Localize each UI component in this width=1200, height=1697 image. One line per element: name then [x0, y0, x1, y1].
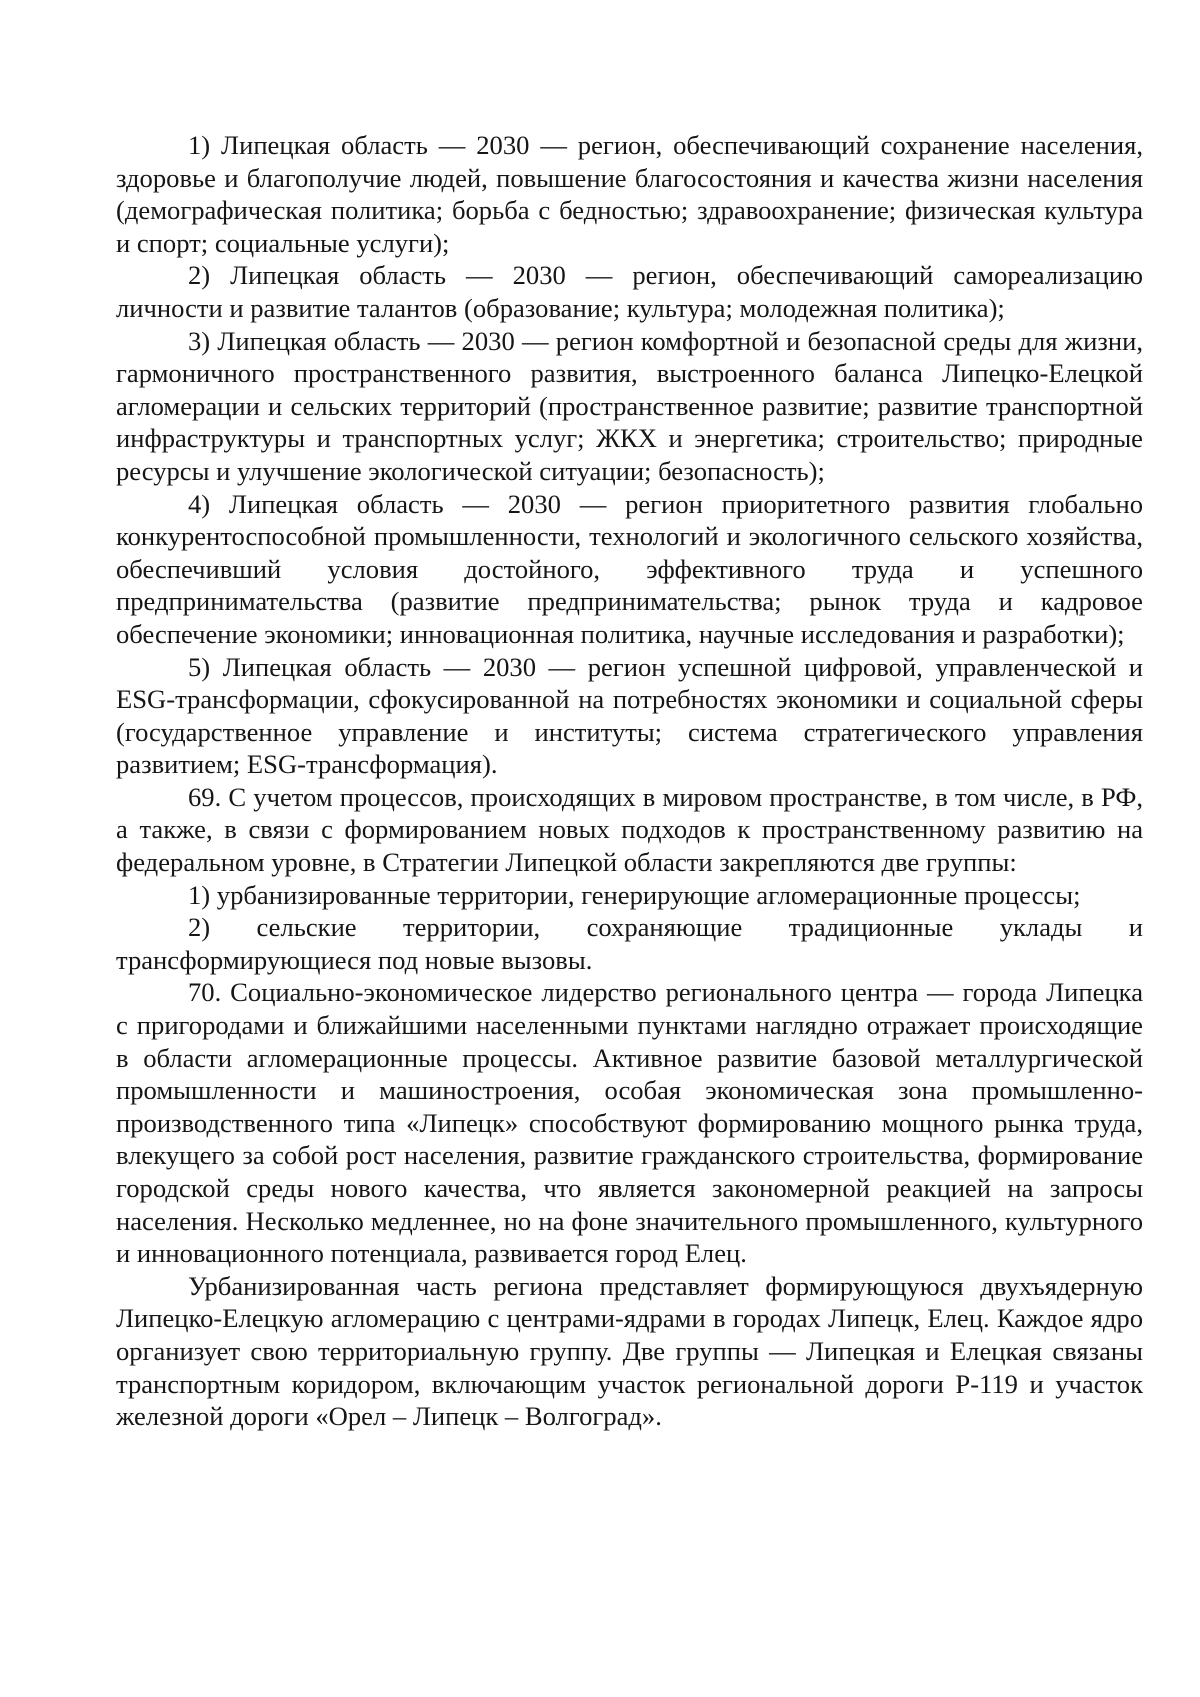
- paragraph-group-1: 1) урбанизированные территории, генерирующие агломерационные процессы;: [188, 879, 1081, 910]
- paragraph-goal-2: 2) Липецкая область — 2030 — регион, обеспечивающий самореализацию личности и развитие талантов (образование; культура; молодежная политика);: [116, 260, 1143, 323]
- paragraph-70: 70. Социально-экономическое лидерство регионального центра — города Липецка с пригородами и ближайшими населенными пунктами наглядно отражает происходящие в области агломерационные процессы. Активное развитие базовой металлургической промышленности и машиностроения, особая экономическая зона промышленно-производственного типа «Липецк» способствуют формированию мощного рынка труда, влекущего за собой рост населения, развитие гражданского строительства, формирование городской среды нового качества, что является закономерной реакцией на запросы населения. Несколько медленнее, но на фоне значительного промышленного, культурного и инновационного потенциала, развивается город Елец.: [116, 977, 1143, 1269]
- paragraph-69: 69. С учетом процессов, происходящих в мировом пространстве, в том числе, в РФ, а также, в связи с формированием новых подходов к пространственному развитию на федеральном уровне, в Стратегии Липецкой области закрепляются две группы:: [116, 781, 1143, 878]
- paragraph-goal-5: 5) Липецкая область — 2030 — регион успешной цифровой, управленческой и ESG-трансформации, сфокусированной на потребностях экономики и социальной сферы (государственное управление и институты; система стратегического управления развитием; ESG-трансформация).: [116, 651, 1143, 780]
- paragraph-goal-1: 1) Липецкая область — 2030 — регион, обеспечивающий сохранение населения, здоровье и благополучие людей, повышение благосостояния и качества жизни населения (демографическая политика; борьба с бедностью; здравоохранение; физическая культура и спорт; социальные услуги);: [116, 130, 1143, 258]
- paragraph-goal-3: 3) Липецкая область — 2030 — регион комфортной и безопасной среды для жизни, гармоничного пространственного развития, выстроенного баланса Липецко-Елецкой агломерации и сельских территорий (пространственное развитие; развитие транспортной инфраструктуры и транспортных услуг; ЖКХ и энергетика; строительство; природные ресурсы и улучшение экологической ситуации; безопасность);: [116, 325, 1143, 486]
- paragraph-goal-4: 4) Липецкая область — 2030 — регион приоритетного развития глобально конкурентоспособной промышленности, технологий и экологичного сельского хозяйства, обеспечивший условия достойного, эффективного труда и успешного предпринимательства (развитие предпринимательства; рынок труда и кадровое обеспечение экономики; инновационная политика, научные исследования и разработки);: [116, 488, 1143, 649]
- paragraph-group-2: 2) сельские территории, сохраняющие традиционные уклады и трансформирующиеся под новые вызовы.: [116, 912, 1143, 975]
- paragraph-agglomeration: Урбанизированная часть региона представляет формирующуюся двухъядерную Липецко-Елецкую агломерацию с центрами-ядрами в городах Липецк, Елец. Каждое ядро организует свою территориальную группу. Две группы — Липецкая и Елецкая связаны транспортным коридором, включающим участок региональной дороги Р-119 и участок железной дороги «Орел – Липецк – Волгоград».: [116, 1270, 1143, 1432]
